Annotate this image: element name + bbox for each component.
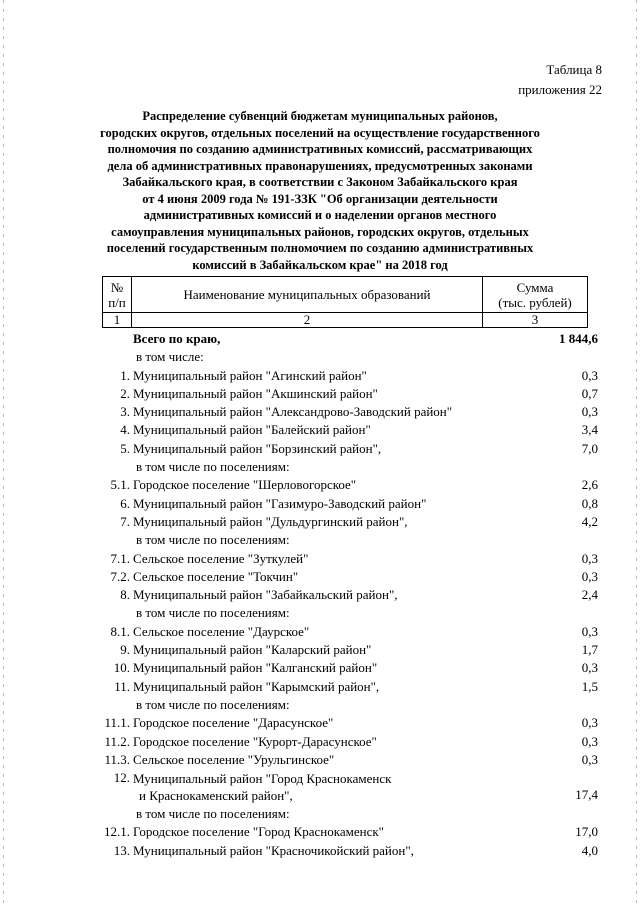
row-value: 0,3 — [581, 404, 598, 420]
total-value: 1 844,6 — [559, 331, 598, 346]
table-reference — [518, 60, 602, 100]
total-sub-row — [102, 348, 598, 366]
row-number: 5. — [120, 440, 130, 456]
row-name: в том числе по поселениям: — [136, 532, 290, 548]
row-value: 2,6 — [581, 477, 598, 493]
table-row — [102, 823, 598, 841]
table-row — [102, 513, 598, 531]
title-line: городских округов, отдельных поселений на осуществление государственного — [100, 125, 540, 140]
table-row — [102, 586, 598, 604]
row-number: 7. — [120, 513, 130, 529]
row-number: 9. — [120, 642, 130, 658]
header-index-1: 1 — [103, 313, 132, 328]
row-name: Муниципальный район "Дульдургинский район", — [133, 513, 408, 529]
row-value: 0,3 — [581, 733, 598, 749]
header-index-2: 2 — [132, 313, 483, 328]
row-number: 12.1. — [104, 824, 130, 840]
scan-edge-right — [636, 0, 637, 905]
row-value: 17,0 — [575, 824, 598, 840]
title-line: от 4 июня 2009 года № 191-ЗЗК "Об организации деятельности — [142, 191, 498, 206]
row-number: 1. — [120, 367, 130, 383]
row-value: 0,3 — [581, 623, 598, 639]
scan-edge-left — [3, 0, 4, 905]
row-name: Городское поселение "Город Краснокаменск" — [133, 824, 384, 840]
total-sub-label: в том числе: — [136, 349, 204, 365]
table-row — [102, 568, 598, 586]
appendix-number: приложения 22 — [518, 82, 602, 97]
title-line: самоуправления муниципальных районов, городских округов, отдельных — [111, 224, 529, 239]
table-row — [102, 440, 598, 458]
row-number: 6. — [120, 495, 130, 511]
document-title — [90, 108, 550, 273]
row-value: 17,4 — [575, 787, 598, 803]
row-name: Сельское поселение "Зуткулей" — [133, 550, 309, 566]
header-number-col: № п/п — [103, 277, 132, 313]
row-number: 7.2. — [110, 568, 130, 584]
row-name: в том числе по поселениям: — [136, 459, 290, 475]
header-name-col: Наименование муниципальных образований — [132, 277, 483, 313]
row-value: 0,3 — [581, 550, 598, 566]
title-line: административных комиссий и о наделении органов местного — [143, 208, 497, 222]
row-name: Муниципальный район "Агинский район" — [133, 367, 367, 383]
title-line: комиссий в Забайкальском крае" на 2018 год — [192, 257, 448, 272]
table-header — [102, 276, 588, 328]
table-row — [102, 769, 598, 805]
row-name: Муниципальный район "Александрово-Заводский район" — [133, 404, 453, 420]
row-name: в том числе по поселениям: — [136, 806, 290, 822]
row-name: Муниципальный район "Акшинский район" — [133, 385, 378, 401]
row-name: Муниципальный район "Борзинский район", — [133, 440, 382, 456]
total-row — [102, 330, 598, 348]
row-number: 11.3. — [104, 751, 130, 767]
header-index-3: 3 — [483, 313, 588, 328]
row-number: 3. — [120, 404, 130, 420]
row-number: 5.1. — [110, 477, 130, 493]
title-line: Распределение субвенций бюджетам муниципальных районов, — [142, 109, 498, 123]
row-number: 8. — [120, 587, 130, 603]
table-row — [102, 842, 598, 860]
row-name: Муниципальный район "Красночикойский район", — [133, 842, 414, 858]
row-name-line: и Краснокаменский район", — [139, 788, 293, 804]
row-value: 0,3 — [581, 568, 598, 584]
row-value: 7,0 — [581, 440, 598, 456]
title-line: дела об административных правонарушениях, предусмотренных законами — [107, 158, 533, 173]
table-row — [102, 385, 598, 403]
table-subheading-row — [102, 805, 598, 823]
row-name: Муниципальный район "Забайкальский район", — [133, 587, 398, 603]
table-subheading-row — [102, 604, 598, 622]
row-number: 12. — [113, 770, 130, 786]
row-name: Городское поселение "Курорт-Дарасунское" — [133, 733, 377, 749]
row-value: 2,4 — [581, 587, 598, 603]
row-number: 11.2. — [104, 733, 130, 749]
title-line: Забайкальского края, в соответствии с Законом Забайкальского края — [122, 175, 518, 189]
row-value: 0,3 — [581, 715, 598, 731]
row-name: Сельское поселение "Токчин" — [133, 568, 299, 584]
row-name: Муниципальный район "Каларский район" — [133, 642, 372, 658]
row-value: 1,5 — [581, 678, 598, 694]
row-value: 0,7 — [581, 385, 598, 401]
table-body — [102, 330, 598, 860]
row-value: 0,3 — [581, 660, 598, 676]
table-subheading-row — [102, 458, 598, 476]
table-row — [102, 476, 598, 494]
row-value: 4,2 — [581, 513, 598, 529]
table-row — [102, 751, 598, 769]
row-value: 0,3 — [581, 367, 598, 383]
row-name — [133, 770, 391, 804]
row-number: 13. — [113, 842, 130, 858]
table-row — [102, 495, 598, 513]
row-name: в том числе по поселениям: — [136, 696, 290, 712]
table-row — [102, 678, 598, 696]
row-number: 10. — [113, 660, 130, 676]
table-row — [102, 659, 598, 677]
title-line: полномочия по созданию административных комиссий, рассматривающих — [107, 142, 533, 156]
row-number: 2. — [120, 385, 130, 401]
table-row — [102, 623, 598, 641]
row-value: 1,7 — [581, 642, 598, 658]
table-row — [102, 403, 598, 421]
table-row — [102, 714, 598, 732]
row-name: Муниципальный район "Газимуро-Заводский район" — [133, 495, 427, 511]
row-number: 11.1. — [104, 715, 130, 731]
table-row — [102, 733, 598, 751]
row-name: Муниципальный район "Калганский район" — [133, 660, 378, 676]
row-value: 0,8 — [581, 495, 598, 511]
row-number: 11. — [114, 678, 130, 694]
title-line: поселений государственным полномочием по созданию административных — [106, 241, 534, 255]
row-number: 7.1. — [110, 550, 130, 566]
row-name: Муниципальный район "Балейский район" — [133, 422, 371, 438]
row-name-line: Муниципальный район "Город Краснокаменск — [133, 771, 392, 787]
table-row — [102, 641, 598, 659]
table-row — [102, 421, 598, 439]
row-name: Муниципальный район "Карымский район", — [133, 678, 380, 694]
table-row — [102, 367, 598, 385]
table-row — [102, 550, 598, 568]
row-number: 4. — [120, 422, 130, 438]
row-name: Сельское поселение "Урульгинское" — [133, 751, 335, 767]
table-subheading-row — [102, 531, 598, 549]
row-value: 4,0 — [581, 842, 598, 858]
row-number: 8.1. — [110, 623, 130, 639]
row-name: Городское поселение "Дарасунское" — [133, 715, 334, 731]
total-label: Всего по краю, — [133, 331, 221, 346]
header-sum-col: Сумма (тыс. рублей) — [483, 277, 588, 313]
row-name: Сельское поселение "Даурское" — [133, 623, 310, 639]
row-value: 3,4 — [581, 422, 598, 438]
table-subheading-row — [102, 696, 598, 714]
table-number: Таблица 8 — [546, 62, 602, 77]
row-value: 0,3 — [581, 751, 598, 767]
row-name: Городское поселение "Шерловогорское" — [133, 477, 357, 493]
row-name: в том числе по поселениям: — [136, 605, 290, 621]
